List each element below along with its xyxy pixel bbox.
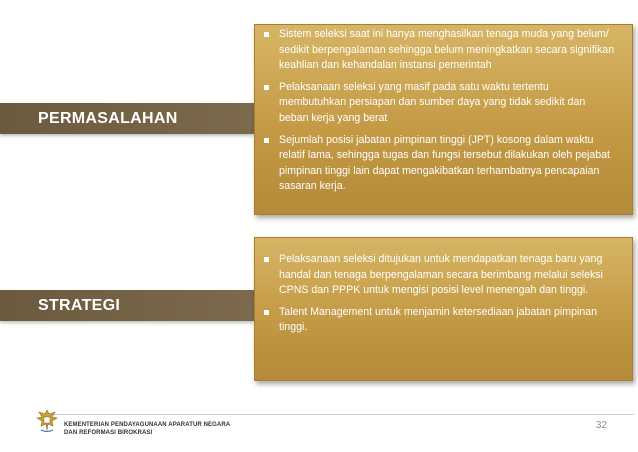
permasalahan-label: PERMASALAHAN <box>0 103 254 134</box>
garuda-emblem-icon <box>35 408 59 434</box>
strategi-item <box>255 252 632 299</box>
square-bullet-icon <box>264 32 269 37</box>
strategi-label: STRATEGI <box>0 290 254 321</box>
footer-divider <box>46 414 634 415</box>
permasalahan-item-text: Sistem seleksi saat ini hanya menghasilkan tenaga muda yang belum/ sedikit berpengalaman sehingga belum meningkatkan secara signifikan keahlian dan kehandalan instansi pemerintah <box>279 28 615 72</box>
permasalahan-item <box>255 27 632 74</box>
strategi-list <box>255 238 632 336</box>
strategi-panel <box>254 237 633 381</box>
permasalahan-item-text: Pelaksanaan seleksi yang masif pada satu waktu tertentu membutuhkan persiapan dan sumber daya yang tidak sedikit dan beban kerja yang berat <box>279 80 586 124</box>
permasalahan-list <box>255 25 632 195</box>
permasalahan-item <box>255 80 632 127</box>
strategi-item-text: Talent Management untuk menjamin ketersediaan jabatan pimpinan tinggi. <box>279 305 598 334</box>
ministry-name-line2: DAN REFORMASI BIROKRASI <box>64 430 153 436</box>
page-number: 32 <box>595 420 607 431</box>
strategi-item <box>255 305 632 336</box>
permasalahan-panel <box>254 24 633 215</box>
square-bullet-icon <box>264 310 269 315</box>
square-bullet-icon <box>264 85 269 90</box>
square-bullet-icon <box>264 257 269 262</box>
ministry-name-line1: KEMENTERIAN PENDAYAGUNAAN APARATUR NEGARA <box>64 422 231 428</box>
permasalahan-item <box>255 133 632 195</box>
ministry-name <box>64 421 230 437</box>
square-bullet-icon <box>264 138 269 143</box>
strategi-item-text: Pelaksanaan seleksi ditujukan untuk mendapatkan tenaga baru yang handal dan tenaga berpengalaman secara berimbang melalui seleksi CPNS dan PPPK untuk mengisi posisi level menengah dan tinggi. <box>279 253 603 297</box>
permasalahan-item-text: Sejumlah posisi jabatan pimpinan tinggi (JPT) kosong dalam waktu relatif lama, sehingga tugas dan fungsi tersebut dilakukan oleh pejabat pimpinan tinggi lain dapat mengakibatkan terhambatnya pencapaian sasaran kerja. <box>279 133 610 193</box>
